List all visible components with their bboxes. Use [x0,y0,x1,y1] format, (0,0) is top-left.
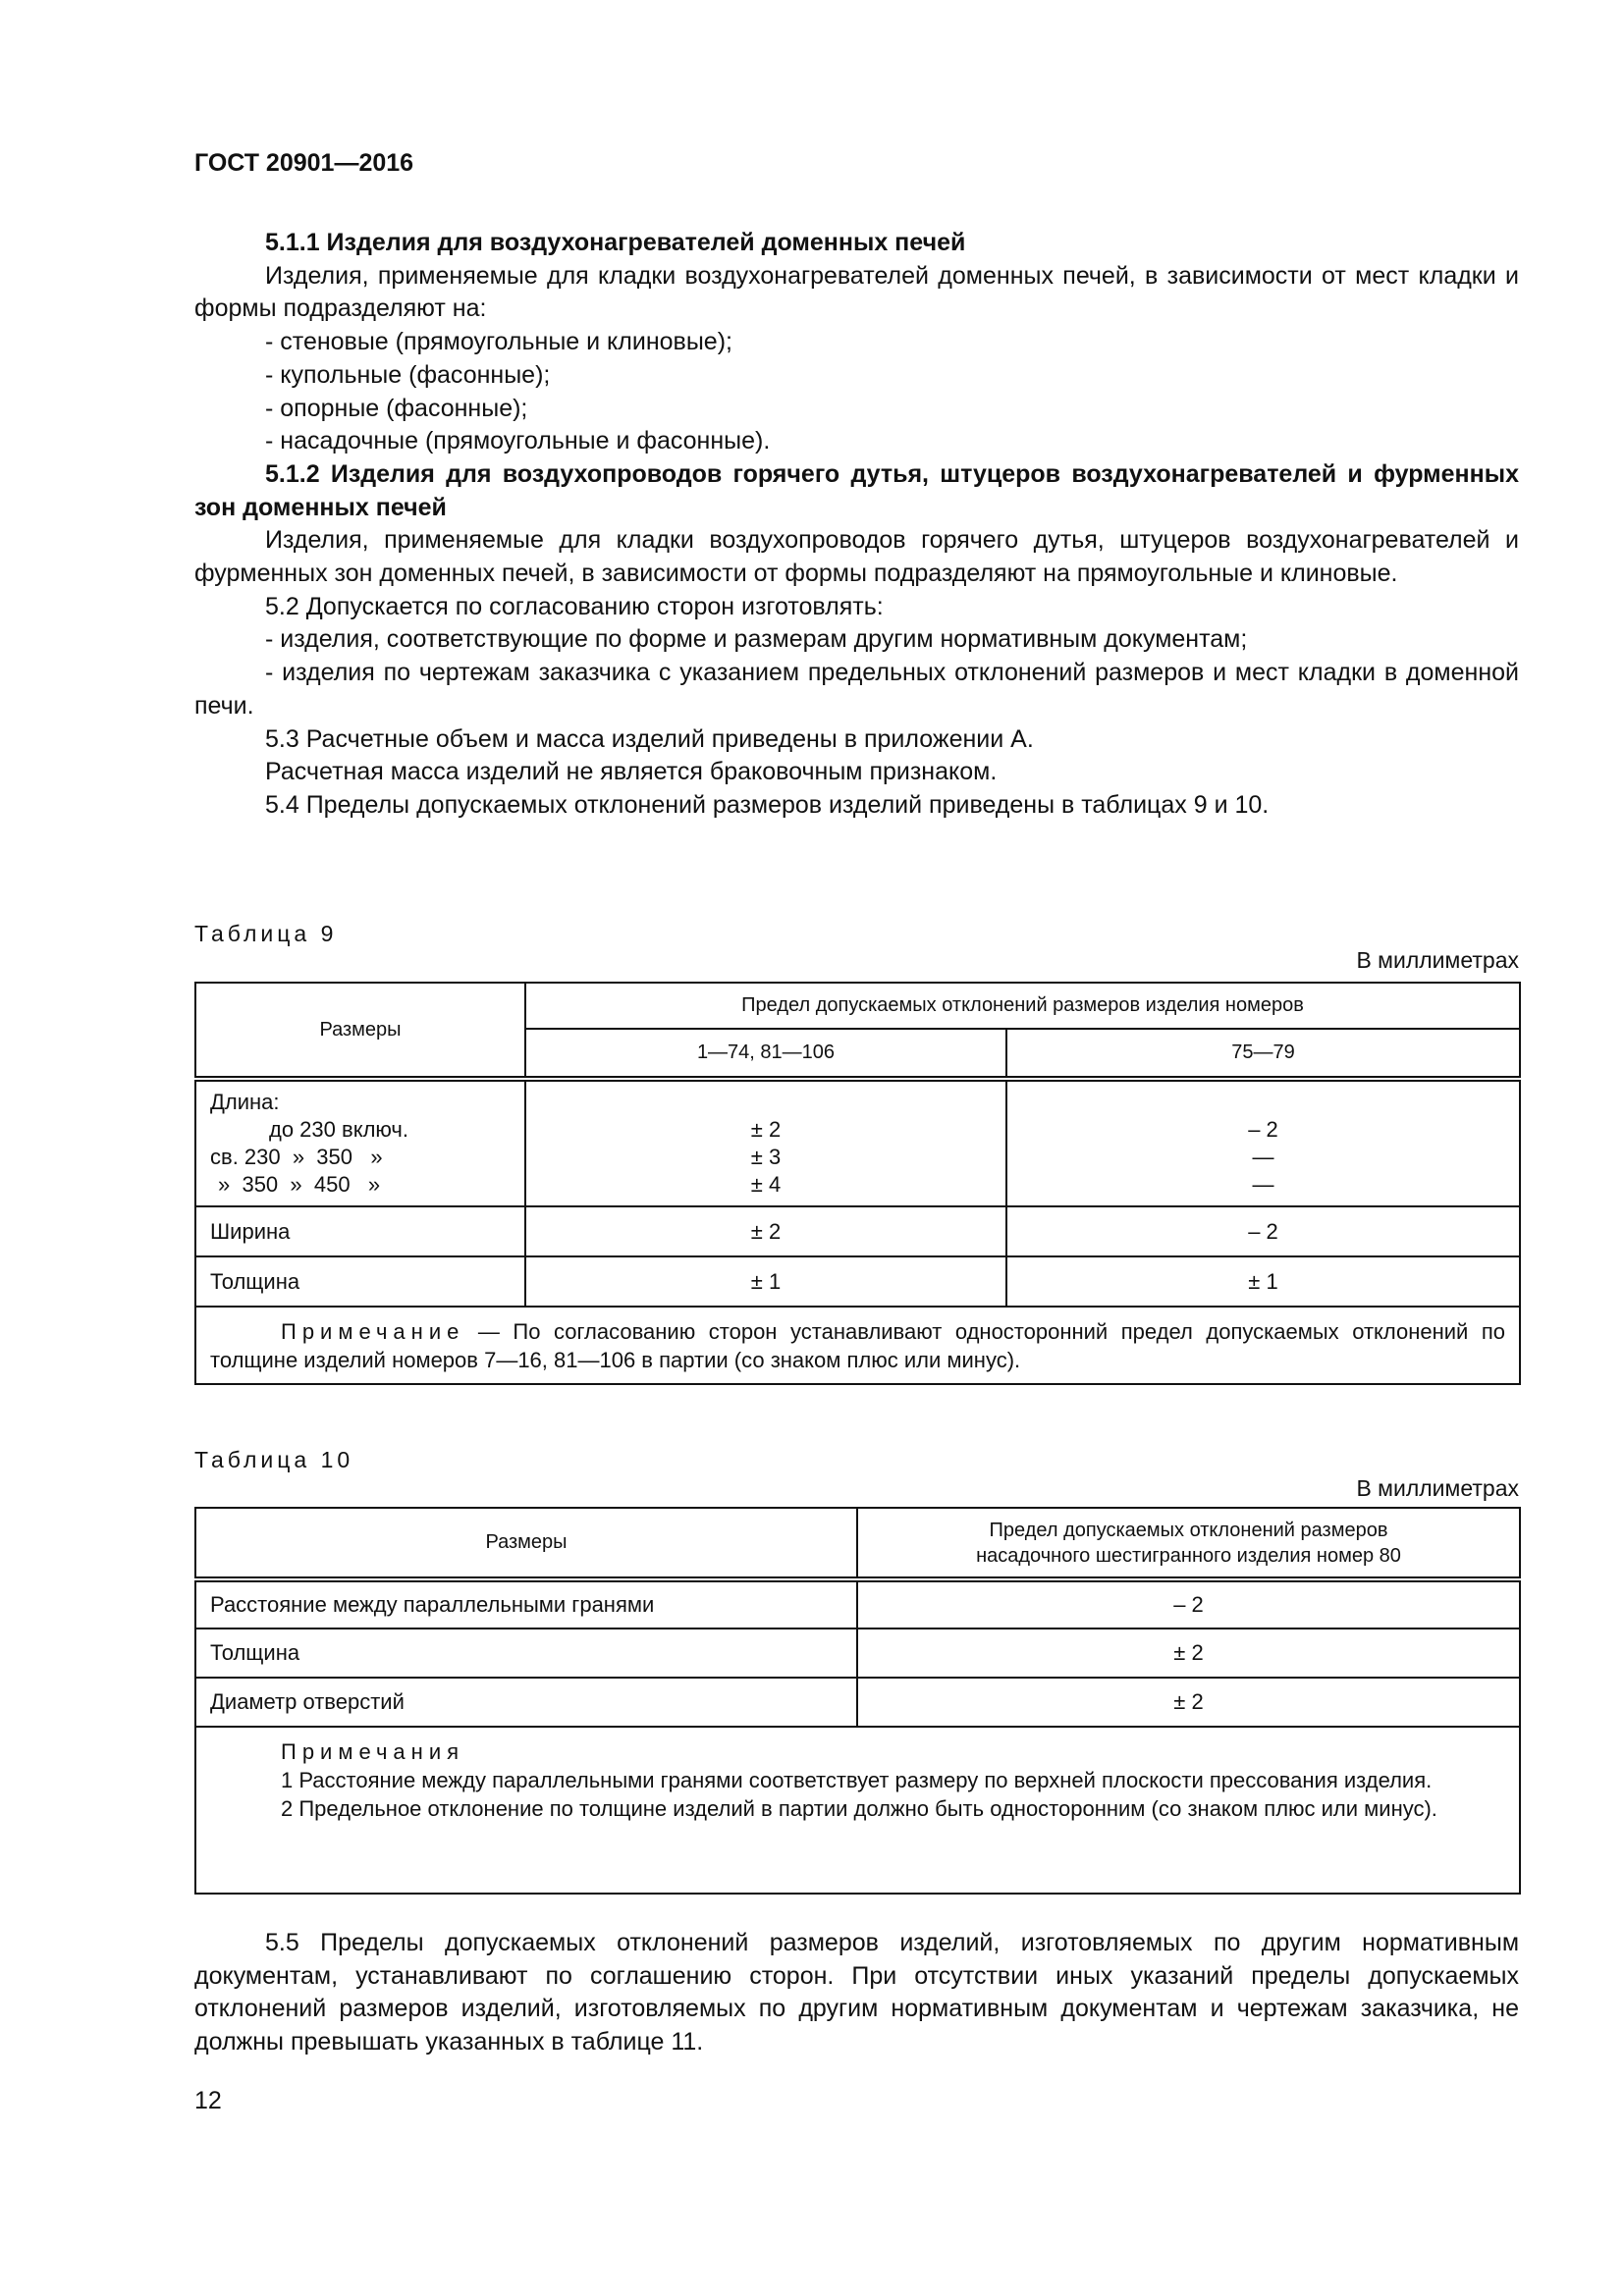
note-item: 1 Расстояние между параллельными гранями соответствует размеру по верхней плоскости прессования изделия. [281,1768,1433,1792]
table-row [195,1678,1520,1727]
cell-value: — [1252,1145,1274,1169]
table9-caption: Таблица 9 [194,921,338,946]
cell-value: ± 3 [750,1145,782,1169]
cell-value: ± 1 [525,1256,1006,1307]
paragraph: 5.4 Пределы допускаемых отклонений размеров изделий приведены в таблицах 9 и 10. [265,790,1270,819]
row-label: Расстояние между параллельными гранями [195,1579,857,1629]
cell-value: ± 4 [750,1172,782,1197]
document-header: ГОСТ 20901—2016 [194,149,414,177]
table9-unit: В миллиметрах [1356,947,1519,973]
table-row [195,1579,1520,1629]
cell-value: ± 1 [1006,1256,1520,1307]
table10-caption: Таблица 10 [194,1447,354,1472]
section-text [194,227,1519,823]
cell-value: ± 2 [750,1117,782,1142]
list-item: - изделия, соответствующие по форме и размерам другим нормативным документам; [265,625,1248,654]
row-label: Длина: [210,1090,280,1114]
paragraph: 5.2 Допускается по согласованию сторон изготовлять: [265,592,884,620]
table10-notes [195,1727,1520,1894]
list-item: - купольные (фасонные); [265,360,551,389]
table-row [195,1079,1520,1206]
paragraph: Изделия, применяемые для кладки воздухопроводов горячего дутья, штуцеров воздухонагревателей и фурменных зон доменных печей, в зависимости от формы подразделяют на прямоугольные и клиновые. [194,526,1519,588]
row-label: Диаметр отверстий [195,1678,857,1727]
row-sublabel: до 230 включ. [269,1117,408,1142]
table-9 [194,982,1521,1385]
list-item: - изделия по чертежам заказчика с указанием предельных отклонений размеров и мест кладки в доменной печи. [194,659,1519,720]
row-sublabel: св. 230 » 350 » [210,1145,383,1169]
header-col2: 75—79 [1006,1029,1520,1079]
paragraph-5-5: 5.5 Пределы допускаемых отклонений размеров изделий, изготовляемых по другим нормативным документам, устанавливают по соглашению сторон. При отсутствии иных указаний пределы допускаемых отклонений размеров изделий, изготовляемых по другим нормативным документам и чертежам заказчика, не должны превышать указанных в таблице 11. [194,1929,1519,2056]
paragraph: 5.3 Расчетные объем и масса изделий приведены в приложении А. [265,724,1034,753]
table-row [195,1206,1520,1256]
note-text: — По согласованию сторон устанавливают односторонний предел допускаемых отклонений по толщине изделий номеров 7—16, 81—106 в партии (со знаком плюс или минус). [210,1318,1506,1372]
cell-value: – 2 [857,1579,1520,1629]
paragraph: Изделия, применяемые для кладки воздухонагревателей доменных печей, в зависимости от мест кладки и формы подразделяют на: [194,261,1519,323]
table-row [195,1629,1520,1678]
table-10 [194,1507,1521,1895]
note-item: 2 Предельное отклонение по толщине изделий в партии должно быть односторонним (со знаком плюс или минус). [281,1796,1437,1821]
heading-5-1-2: 5.1.2 Изделия для воздухопроводов горячего дутья, штуцеров воздухонагревателей и фурменных зон доменных печей [194,459,1519,521]
cell-value: ± 2 [857,1678,1520,1727]
list-item: - стеновые (прямоугольные и клиновые); [265,328,732,356]
note-label: Примечание [281,1318,465,1344]
paragraph: Расчетная масса изделий не является браковочным признаком. [265,758,998,786]
cell-value: – 2 [1248,1117,1278,1142]
list-item: - насадочные (прямоугольные и фасонные). [265,427,771,455]
table9-note [195,1307,1520,1384]
cell-value: – 2 [1006,1206,1520,1256]
row-label: Толщина [195,1629,857,1678]
notes-label: Примечания [281,1739,465,1764]
table-row [195,1256,1520,1307]
cell-value: ± 2 [525,1206,1006,1256]
table10-unit: В миллиметрах [1356,1475,1519,1501]
header-limit: Предел допускаемых отклонений размеров изделия номеров [525,983,1520,1029]
heading-5-1-1: 5.1.1 Изделия для воздухонагревателей доменных печей [265,229,966,256]
header-limit-line1: Предел допускаемых отклонений размеров [989,1519,1388,1541]
row-label: Ширина [195,1206,525,1256]
header-sizes: Размеры [195,1508,857,1579]
cell-value: ± 2 [857,1629,1520,1678]
cell-value: — [1252,1172,1274,1197]
row-label: Толщина [195,1256,525,1307]
page-number: 12 [194,2087,222,2114]
header-col1: 1—74, 81—106 [525,1029,1006,1079]
list-item: - опорные (фасонные); [265,394,528,422]
header-sizes: Размеры [195,983,525,1079]
row-sublabel: » 350 » 450 » [218,1172,381,1197]
header-limit-line2: насадочного шестигранного изделия номер 80 [976,1544,1401,1567]
